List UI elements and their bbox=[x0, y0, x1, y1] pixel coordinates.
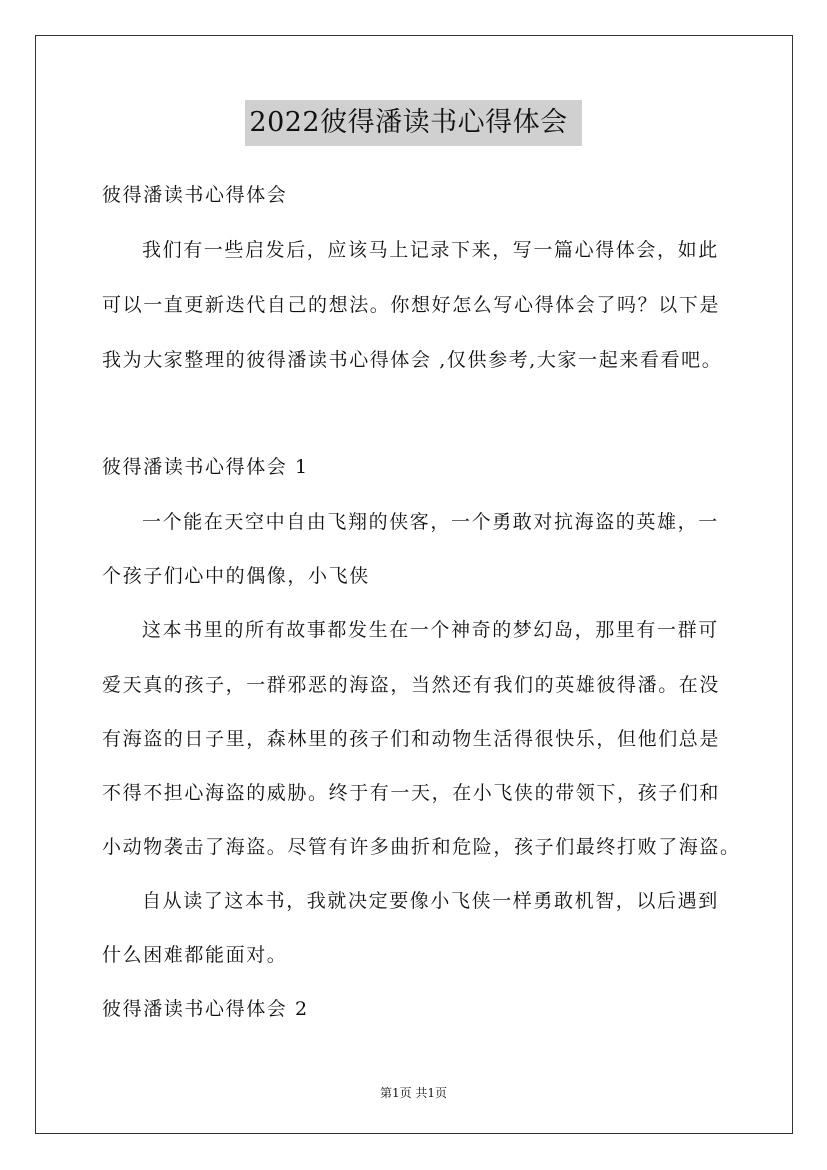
intro-line: 可以一直更新迭代自己的想法。你想好怎么写心得体会了吗？以下是 bbox=[102, 294, 721, 316]
document-subtitle: 彼得潘读书心得体会 bbox=[102, 184, 288, 206]
title-wrap bbox=[0, 100, 827, 146]
paragraph-line: 小动物袭击了海盗。尽管有许多曲折和危险，孩子们最终打败了海盗。 bbox=[102, 836, 741, 858]
intro-line: 我们有一些启发后，应该马上记录下来，写一篇心得体会，如此 bbox=[142, 239, 719, 261]
paragraph-line: 一个能在天空中自由飞翔的侠客，一个勇敢对抗海盗的英雄，一 bbox=[142, 511, 719, 533]
section-heading-2: 彼得潘读书心得体会 2 bbox=[102, 998, 309, 1020]
page-footer: 第1页 共1页 bbox=[379, 1086, 448, 1100]
paragraph-line: 这本书里的所有故事都发生在一个神奇的梦幻岛，那里有一群可 bbox=[142, 619, 719, 641]
intro-line: 我为大家整理的彼得潘读书心得体会 ,仅供参考,大家一起来看看吧。 bbox=[102, 349, 723, 371]
paragraph-line: 有海盗的日子里，森林里的孩子们和动物生活得很快乐，但他们总是 bbox=[102, 728, 721, 750]
paragraph-line: 什么困难都能面对。 bbox=[102, 944, 288, 966]
document-title: 2022彼得潘读书心得体会 bbox=[245, 100, 581, 146]
paragraph-line: 爱天真的孩子，一群邪恶的海盗，当然还有我们的英雄彼得潘。在没 bbox=[102, 674, 721, 696]
paragraph-line: 不得不担心海盗的威胁。终于有一天，在小飞侠的带领下，孩子们和 bbox=[102, 782, 721, 804]
paragraph-line: 个孩子们心中的偶像，小飞侠 bbox=[102, 565, 370, 587]
section-heading-1: 彼得潘读书心得体会 1 bbox=[102, 456, 309, 478]
paragraph-line: 自从读了这本书，我就决定要像小飞侠一样勇敢机智，以后遇到 bbox=[142, 890, 719, 912]
